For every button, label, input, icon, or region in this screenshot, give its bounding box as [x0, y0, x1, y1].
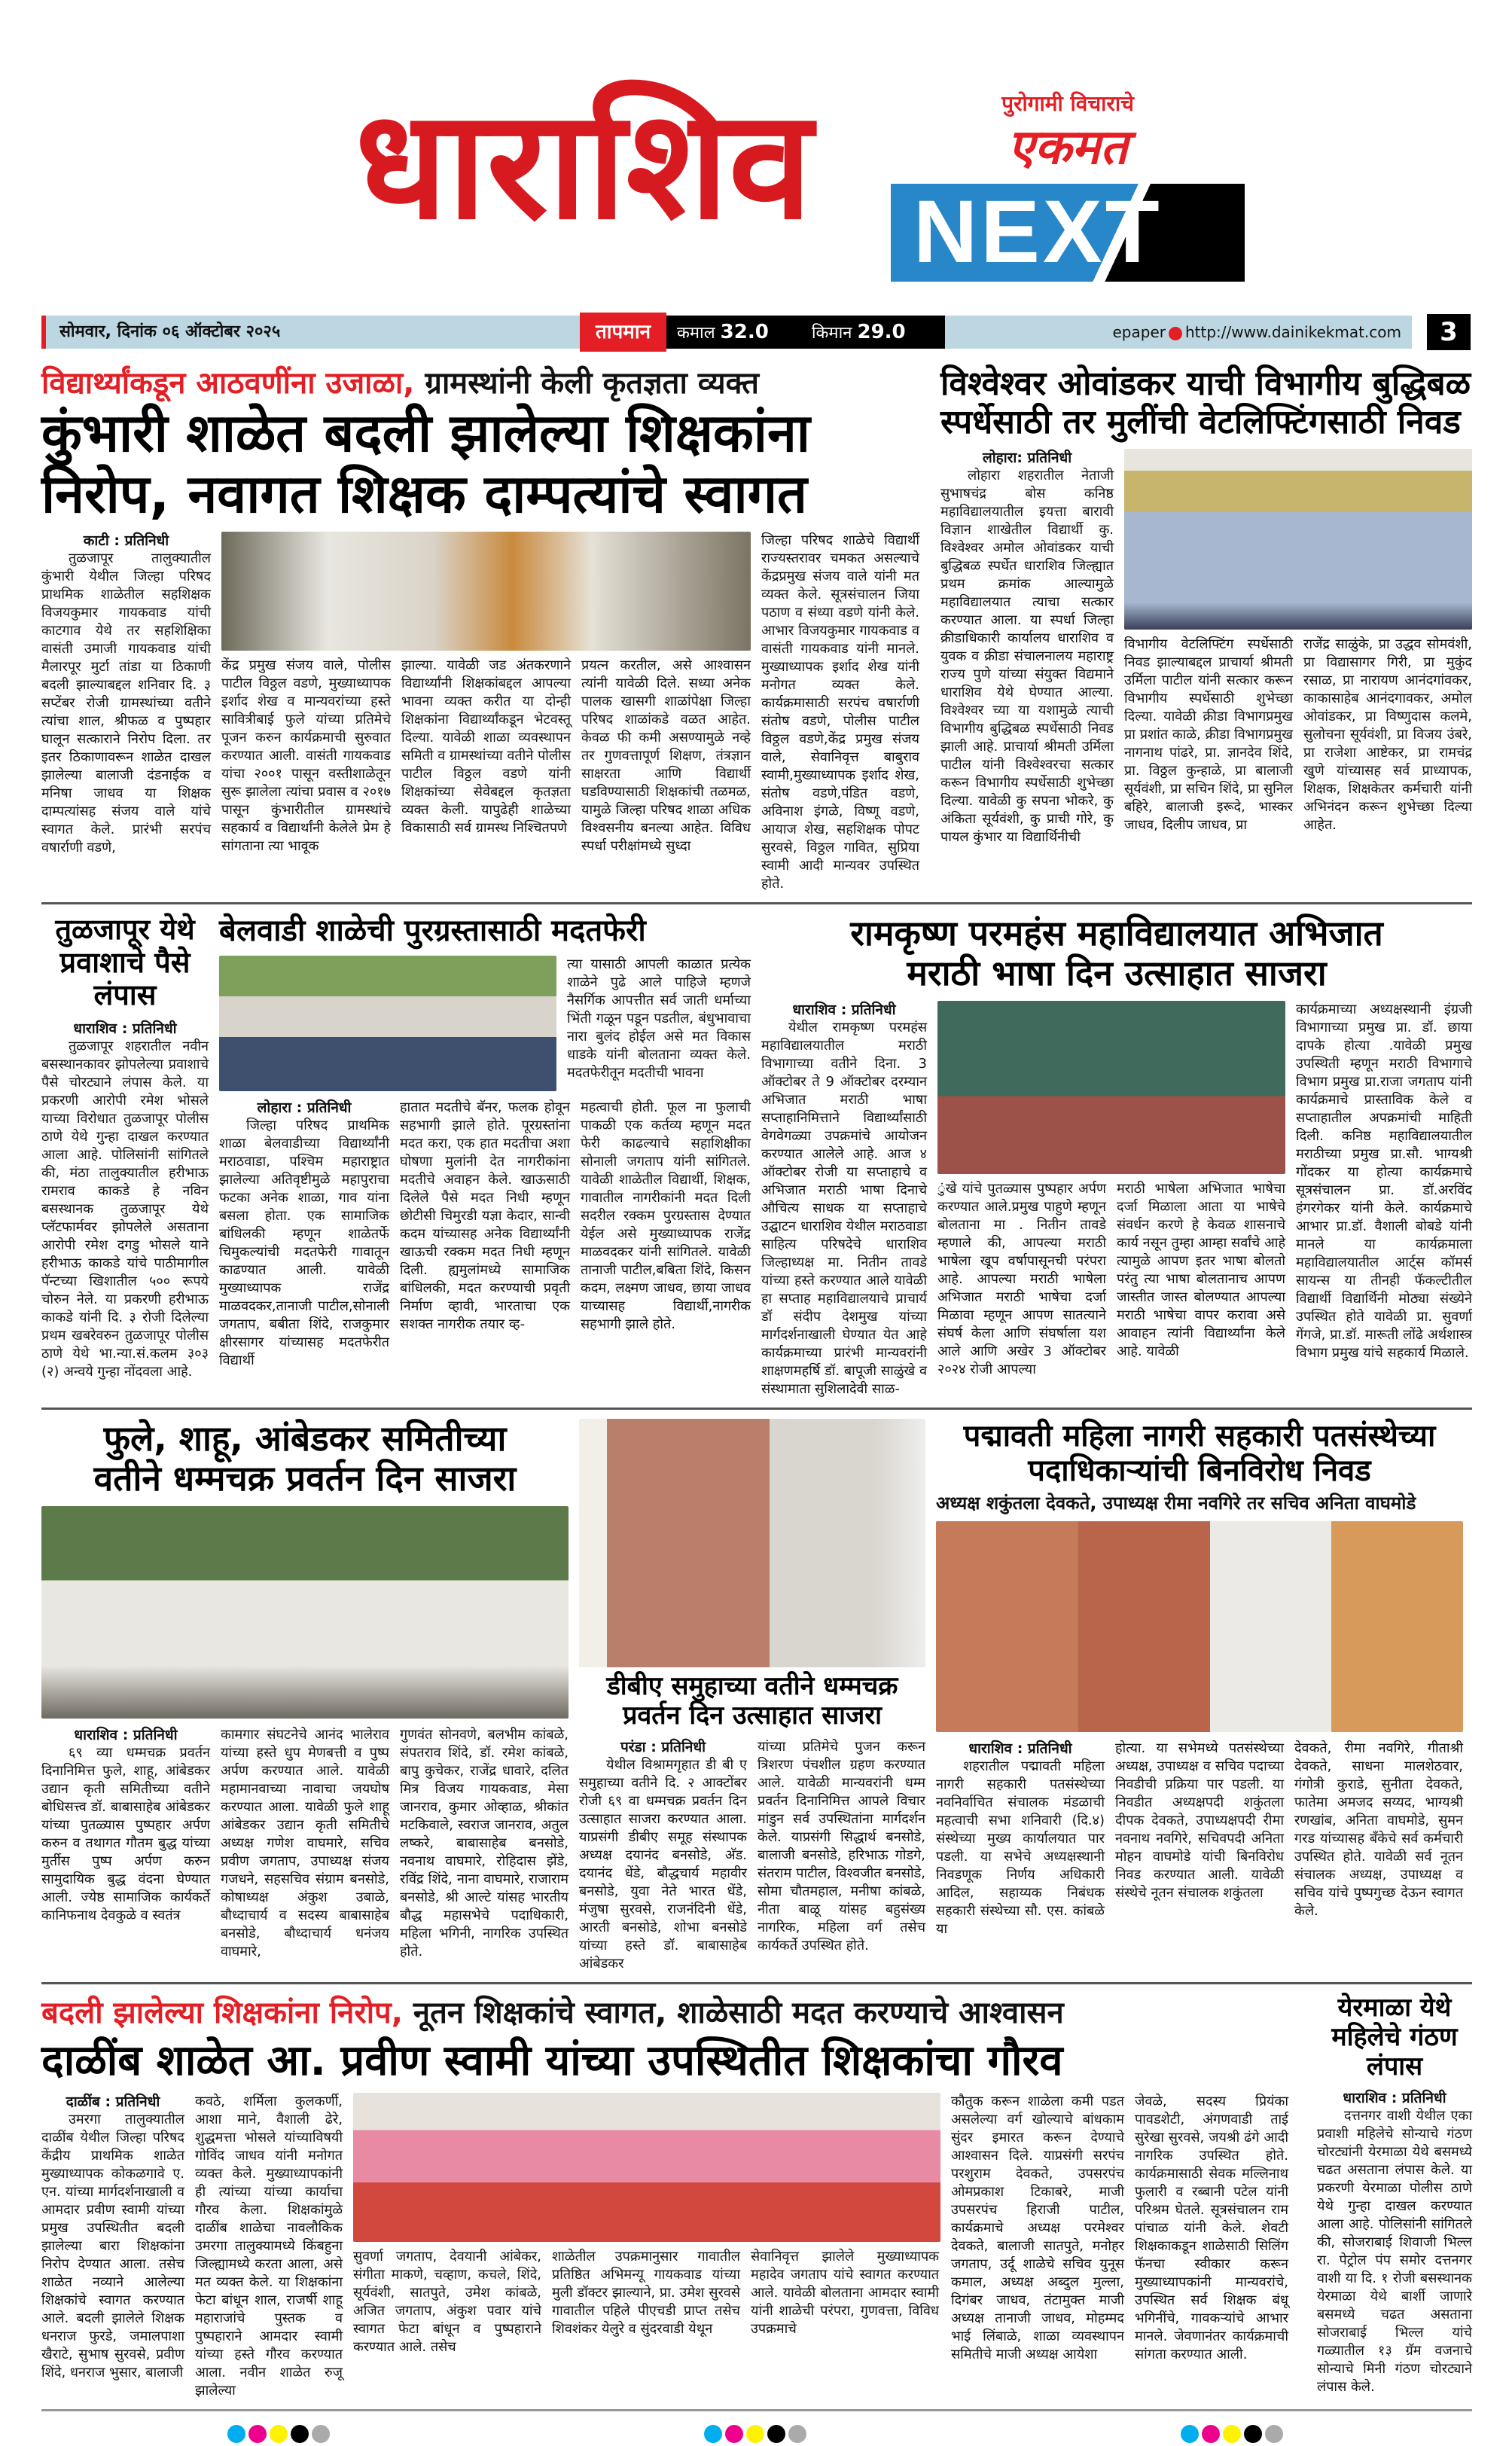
story1-column: जिल्हा परिषद शाळेचे विद्यार्थी राज्यस्तरावर चमकत असल्याचे केंद्रप्रमुख संजय वाले यांनी मत व्यक्त केले. सूत्रसंचालन जिया पठाण व संध्या वडणे यांनी केले. आभार विजयकुमार गायकवाड व वासंती गायकवाड यांनी मानले. मुख्याध्यापक इर्शाद शेख यांनी मनोगत व्यक्त केले. कार्यक्रमासाठी सरपंच वषार्राणी संतोष वडणे, पोलीस पाटील विठ्ठल वडणे,केंद्र प्रमुख संजय वाले, सेवानिवृत्त बाबुराव स्वामी,मुख्याध्यापक इर्शाद शेख, संतोष वडणे,पंडित वडणे, अविनाश इंगळे, विष्णू वडणे, आयाज शेख, सहशिक्षक पोपट सुरवसे, विठ्ठल गावित, सुप्रिया स्वामी आदी मान्यवर उपस्थित होते. [761, 532, 919, 892]
story1-headline-2: निरोप, नवागत शिक्षक दाम्पत्यांचे स्वागत [41, 462, 807, 525]
story9-kicker-red: बदली झालेल्या शिक्षकांना निरोप, [41, 1995, 403, 2030]
story2-headline-2: स्पर्धेसाठी तर मुलींची वेटलिफ्टिंगसाठी निवड [940, 402, 1461, 441]
story4-column: हातात मदतीचे बॅनर, फलक होवून सहभागी झाले होते. पूरग्रस्तांना मदत करा, एक हात मदतीचा अशा घोषणा मुलांनी देत नागरीकांना मदतीचे अवाहन केले. खाऊसाठी दिलेले पैसे मदत निधी म्हणून छोटीसी चिमुरडी यज्ञा केदार, सान्वी कदम यांच्यासह अनेक विद्यार्थ्यांनी खाऊची रक्कम मदत निधी म्हणून दिली. ह्यमुलांमध्ये सामाजिक बांधिलकी, मदत करण्याची प्रवृती निर्माण व्हावी, भारताचा एक सशक्त नागरीक तयार व्ह- [400, 1099, 570, 1332]
story1 [41, 356, 930, 893]
story7-headline-2: प्रवर्तन दिन उत्साहात साजरा [623, 1700, 882, 1731]
dateline: धाराशिव : प्रतिनिधी [73, 1020, 177, 1038]
story1-column: प्रयत्न करतील, असे आश्वासन त्यांनी यावेळी दिले. सध्या अनेक पालक खासगी शाळांपेक्षा जिल्हा परिषद शाळांकडे वळत आहेत. केवळ फी कमी असण्यामुळे नव्हे तर गुणवत्तापूर्ण शिक्षण, तंत्रज्ञान साक्षरता आणि विद्यार्थी घडविण्यासाठी शिक्षकांची तळमळ, यामुळे जिल्हा परिषद शाळा अधिक विश्वसनीय बनल्या आहेत. विविध स्पर्धा परीक्षांमध्ये सुध्दा [581, 657, 751, 854]
masthead-logo: धाराशिव [355, 78, 812, 253]
dateline: धाराशिव : प्रतिनिधी [1343, 2090, 1446, 2107]
story9-kicker [41, 1993, 1306, 2033]
story1-column [41, 532, 211, 857]
article-text: जिल्हा परिषद प्राथमिक शाळा बेलवाडीच्या विद्यार्थ्यांनी मराठवाडा, पश्चिम महाराष्ट्रात झालेल्या अतिवृष्टीमुळे महापुराचा फटका अनेक शाळा, गाव यांना बसला होता. एक सामाजिक बांधिलकी म्हणून शाळेतर्फे चिमुकल्यांची मदतफेरी गावातून काढण्यात आली. यावेळी मुख्याध्यापक राजेंद्र माळवदकर,तानाजी पाटील,सोनाली जगताप, बबीता शिंदे, राजकुमार क्षीरसागर यांच्यासह मदतफेरीत विद्यार्थी [219, 1118, 389, 1368]
story9-photo [353, 2093, 940, 2242]
story9-columns [353, 2248, 940, 2356]
article-text: तुळजापूर शहरातील नवीन बसस्थानकावर झोपलेल्या प्रवाशाचे पैसे चोरट्याने लंपास केले. या प्रकरणी आरोपी रमेश भोसले याच्या विरोधात तुळजापूर पोलीस ठाणे येथे गुन्हा दाखल करण्यात आला आहे. पोलिसांनी सांगितले की, मंठा तालुक्यातील हरीभाऊ रामराव काकडे हे नविन बसस्थानक तुळजापूर येथे प्लॅटफार्मवर झोपलेले असताना आरोपी रमेश दगडु भोसले याने हरीभाऊ काकडे यांचे पाठीमागील पॅन्टच्या खिशातील ५०० रूपये चोरुन नेले. या प्रकरणी हरीभाऊ काकडे यांनी दि. ३ रोजी दिलेल्या प्रथम खबरेवरुन तुळजापूर पोलीस ठाणे येथे भा.न्या.सं.कलम ३०३ (२) अन्वये गुन्हा नोंदवला आहे. [41, 1038, 209, 1380]
story8-columns [936, 1740, 1463, 1938]
story4-column: महत्वाची होती. फूल ना फुलाची पाकळी एक कर्तव्य म्हणून मदत फेरी काढल्याचे सहाशिक्षीका सोनाली जगताप यांनी सांगितले. यावेळी शाळेतील विद्यार्थी, शिक्षक, गावातील नागरीकांनी मदत दिली सदरील रक्कम पुरग्रस्तास देण्यात येईल असे मुख्याध्यापक राजेंद्र माळवदकर यांनी सांगितले. यावेळी तानाजी पाटील,बबिता शिंदे, किसन कदम, लक्ष्मण जाधव, छाया जाधव याच्यासह विद्यार्थी,नागरीक सहभागी झाले होते. [581, 1099, 751, 1332]
story5-column [761, 1001, 927, 1398]
min-value: 29.0 [857, 321, 906, 343]
story4-column: त्या यासाठी आपली काळात प्रत्येक शाळेने पुढे आले पाहिजे म्हणजे नैसर्गिक आपत्तीत सर्व जाती धर्माच्या भिंती गळून पडून पडतील, बंधुभावाचा नारा बुलंद होईल असे मत विकास धाडके यांनी बोलताना व्यक्त केले. मदतफेरीतून मदतीची भावना [567, 956, 751, 1081]
story9-column [41, 2093, 184, 2382]
article-text: दत्तनगर वाशी येथील एका प्रवाशी महिलेचे सोन्याचे गंठण चोरट्यांनी येरमाळा येथे बसमध्ये चढत असताना लंपास केले. या प्रकरणी येरमाळा पोलीस ठाणे येथे गुन्हा दाखल करण्यात आला आहे. पोलिसांनी सांगितले की, सोजराबाई शिवाजी भिल्ल रा. पेट्रोल पंप समोर दत्तनगर वाशी या दि. १ रोजी बसस्थानक येरमाळा येथे बार्शी जाणारे बसमध्ये चढत असताना सोजराबाई भिल्ल यांचे गळ्यातील १३ ग्रॅम वजनाचे सोन्याचे मिनी गंठण चोरट्याने लंपास केले. [1317, 2108, 1472, 2396]
max-value: 32.0 [720, 321, 769, 343]
section-divider [41, 1982, 1472, 1984]
story2 [940, 356, 1472, 846]
story2-headline-1: विश्वेश्वर ओवांडकर याची विभागीय बुद्धिबळ [940, 364, 1471, 403]
story4-columns [219, 1099, 751, 1370]
epaper-label: epaper [1112, 323, 1166, 341]
story4-headline: बेलवाडी शाळेची पुरग्रस्तासाठी मदतफेरी [219, 913, 646, 948]
story1-photo [221, 532, 751, 651]
story5-column: मराठी भाषेला अभिजात भाषेचा दर्जा मिळाला आता या भाषेचे संवर्धन करणे हे केवळ शासनाचे कार्य नसून तुम्हा आम्हा सर्वांचे आहे त्यामुळे आपण इतर भाषा बोलतो परंतु त्या भाषा बोलतानाच आपण जास्तीत जास्त बोलण्यात आपल्या मराठी भाषेचा वापर करावा असे आवाहन त्यांनी विद्यार्थ्यांना केले आहे. यावेळी [1117, 1180, 1285, 1359]
story4-column [219, 1099, 389, 1370]
story1-kicker-black: ग्रामस्थांनी केली कृतज्ञता व्यक्त [425, 366, 759, 401]
story2-column [940, 449, 1114, 846]
story7 [579, 1419, 925, 1973]
story10-column [1317, 2089, 1472, 2396]
story4-photo [219, 956, 556, 1091]
story1-kicker [41, 364, 930, 403]
dateline: लोहारा: प्रतिनिधी [982, 450, 1072, 467]
registration-marks-row [41, 2425, 1472, 2446]
story5-headline-1: रामकृष्ण परमहंस महाविद्यालयात अभिजात [850, 913, 1383, 953]
story4 [219, 913, 751, 1370]
story7-columns [579, 1738, 925, 1973]
dateline: धाराशिव : प्रतिनिधी [74, 1726, 178, 1743]
story8 [936, 1419, 1463, 1938]
story6-photo [41, 1506, 569, 1719]
story1-columns [221, 657, 751, 855]
band-4 [41, 1993, 1472, 2400]
story9 [41, 1993, 1306, 2400]
band-3 [41, 1419, 1472, 1973]
date-bar [41, 313, 1472, 352]
registration-marks [704, 2425, 809, 2446]
article-text: तुळजापूर तालुक्यातील कुंभारी येथील जिल्हा परिषद प्राथमिक शाळेतील सहशिक्षक विजयकुमार गायकवाड यांची काटगाव येथे तर सहशिक्षिका वासंती उमाजी गायकवाड यांची मैलारपूर मुर्टा तांडा या ठिकाणी बदली झाल्याबद्दल शनिवार दि. ३ सप्टेंबर रोजी ग्रामस्थांच्या वतीने त्यांचा शाल, श्रीफळ व पुष्पहार घालून सत्काराने निरोप दिला. तर इतर ठिकाणावरून शाळेत दाखल झालेल्या बालाजी दंडनाईक व मनिषा जाधव या शिक्षक दाम्पत्यांसह संजय वाले यांचे स्वागत केले. प्रारंभी सरपंच वषार्राणी वडणे, [41, 551, 211, 855]
story8-column: देवकते, रीमा नवगिरे, गीताश्री देवकते, साधना मालशेठवार, गंगोत्री कुराडे, सुनीता देवकते, फातेमा अमजद सय्यद, भाग्यश्री रणखांब, अनिता वाघमोडे, सुमन गरड यांच्यासह बँकेचे सर्व कर्मचारी उपस्थित होते. यावेळी सर्व नूतन संचालक अध्यक्ष, उपाध्यक्ष व सचिव यांचे पुष्पगुच्छ देऊन स्वागत केले. [1294, 1740, 1463, 1919]
story1-column: केंद्र प्रमुख संजय वाले, पोलीस पाटील विठ्ठल वडणे, मुख्याध्यापक इर्शाद शेख व मान्यवरांच्या हस्ते सावित्रीबाई फुले यांच्या प्रतिमेचे पूजन करुन कार्यक्रमाची सुरुवात करण्यात आली. वासंती गायकवाड यांचा २००१ पासून वस्तीशाळेतून सुरू झालेला त्यांचा प्रवास व २०१७ पासून कुंभारीतील ग्रामस्थांचे सहकार्य व विद्यार्थांनी केलेले प्रेम हे सांगताना त्या भावूक [221, 657, 391, 854]
story5-column: ुंखे यांचे पुतळ्यास पुष्पहार अर्पण करण्यात आले.प्रमुख पाहुणे म्हणून बोलताना मा . नितीन तावडे म्हणाले की, आपल्या मराठी भाषेला खूप वर्षापासूनची परंपरा आहे. आपल्या मराठी भाषेला अभिजात मराठी भाषेचा दर्जा मिळावा म्हणून आपण सातत्याने संघर्ष केला आणि संघर्षाला यश आले आणि अखेर 3 ऑक्टोबर २०२४ रोजी आपल्या [937, 1180, 1106, 1377]
story9-body [41, 2093, 1306, 2400]
band-1 [41, 356, 1472, 893]
dateline: दाळींब : प्रतिनिधी [66, 2094, 160, 2111]
story5-headline-2: मराठी भाषा दिन उत्साहात साजरा [907, 952, 1327, 993]
article-text: लोहारा शहरातील नेताजी सुभाषचंद्र बोस कनिष्ठ महाविद्यालयातील इयत्ता बारावी विज्ञान शाखेतील विद्यार्थी कु. विश्वेश्वर अमोल ओवांडकर याची बुद्धिबळ स्पर्धेत धाराशिव जिल्ह्यात प्रथम क्रमांक आल्यामुळे महाविद्यालयात त्याचा सत्कार करण्यात आला. या स्पर्धा जिल्हा क्रीडाधिकारी कार्यालय धाराशिव व युवक व क्रीडा संचालनालय महाराष्ट्र राज्य पुणे यांच्या संयुक्त विद्यमाने धाराशिव येथे घेण्यात आल्या. विश्वेश्वर च्या या यशामुळे त्याची विभागीय बुद्धिबळ स्पर्धेसाठी निवड झाली आहे. प्राचार्या श्रीमती उर्मिला पाटील यांनी विश्वेश्वरचा सत्कार करून विभागीय स्पर्धेसाठी शुभेच्छा दिल्या. यावेळी कु सपना भोकरे, कु अंकिता सूर्यवंशी, कु प्राची गोरे, कु पायल कुंभार या विद्यार्थिनीची [940, 468, 1114, 846]
story1-body [41, 532, 930, 893]
page-number: 3 [1427, 314, 1471, 350]
story8-headline-1: पद्मावती महिला नागरी सहकारी पतसंस्थेच्या [963, 1418, 1436, 1453]
story4-top [219, 956, 751, 1091]
article-text: उमरगा तालुक्यातील दाळींब येथील जिल्हा परिषद केंद्रीय प्राथमिक शाळेत मुख्याध्यापक कोकळगावे ए. एन. यांच्या मार्गदर्शनाखाली व आमदार प्रवीण स्वामी यांच्या प्रमुख उपस्थितीत बदली झालेल्या बारा शिक्षकांना निरोप देण्यात आला. तसेच शाळेत नव्याने आलेल्या शिक्षकांचे स्वागत करण्यात आले. बदली झालेले शिक्षक धनराज फुरडे, जमालपाशा खैराटे, सुभाष सुरवसे, प्रवीण शिंदे, धनराज भुसार, बालाजी [41, 2112, 184, 2381]
temperature-readout [666, 316, 945, 349]
registration-marks [1181, 2425, 1286, 2446]
max-label: कमाल [677, 324, 715, 343]
story6-headline-1: फुले, शाहू, आंबेडकर समितीच्या [103, 1417, 507, 1459]
story7-column: यांच्या प्रतिमेचे पुजन करून त्रिशरण पंचशील ग्रहण करण्यात आले. यावेळी मान्यवरांनी धम्म प्रवर्तन दिनानिमित्त आपले विचार मांडुन सर्व उपस्थितांना मार्गदर्शन केले. याप्रसंगी सिद्धार्थ बनसोडे, बालाजी बनसोडे, हरिभाऊ गोडगे, संतराम पाटील, विश्वजीत बनसोडे, सोमा चौतमहाल, मनीषा कांबळे, नीता बाळू यांसह बहुसंख्य नागरिक, महिला वर्ग तसेच कार्यकर्ते उपस्थित होते. [758, 1738, 925, 1953]
story5-column: कार्यक्रमाच्या अध्यक्षस्थानी इंग्रजी विभागाच्या प्रमुख प्रा. डॉ. छाया दापके होत्या .यावेळी प्रमुख उपस्थिती म्हणून मराठी विभागाचे विभाग प्रमुख प्रा.राजा जगताप यांनी कार्यक्रमाचे प्रास्ताविक केले व सप्ताहातील अपक्रमांची माहिती दिली. कनिष्ठ महाविद्यालयातील मराठीच्या प्रमुख प्रा.सौ. भाग्यश्री गोंदकर या होत्या कार्यक्रमाचे सूत्रसंचालन प्रा. डॉ.अरविंद हंगरगेकर यांनी केले. कार्यक्रमाचे आभार प्रा.डॉ. वैशाली बोबडे यांनी मानले या कार्यक्रमाला महाविद्यालयातील आर्ट्स कॉमर्स सायन्स या तीनही फॅकल्टीतील विद्यार्थी विद्यार्थिनी मोठ्या संख्येने उपस्थित होते यावेळी प्रा. सुवर्णा गेंगजे, प्रा.डॉ. मारूती लोंढे अर्थशास्त्र विभाग प्रमुख यांचे सहकार्य मिळाले. [1296, 1001, 1472, 1361]
story8-column: होत्या. या सभेमध्ये पतसंस्थेच्या अध्यक्ष, उपाध्यक्ष व सचिव पदाच्या निवडीची प्रक्रिया पार पडली. या निवडीत अध्यक्षपदी शकुंतला दीपक देवकते, उपाध्यक्षपदी रीमा नवनाथ नवगिरे, सचिवपदी अनिता मोहन वाघमोडे यांची बिनविरोध निवड करण्यात आली. यावेळी संस्थेचे नूतन संचालक शकुंतला [1115, 1740, 1284, 1901]
story2-right [1124, 449, 1472, 834]
story9-column: कवठे, शर्मिला कुलकर्णी, आशा माने, वैशाली ढेरे, शुद्धमत्ता भोसले यांच्याविषयी गोविंद जाधव यांनी मनोगत व्यक्त केले. मुख्याध्यापकांनी ही त्यांच्या यांच्या कार्याचा गौरव केला. शिक्षकांमुळे दाळींब शाळेचा नावलौकिक उमरगा तालुक्यामध्ये किंबहुना जिल्ह्यामध्ये करता आला, असे मत व्यक्त केले. या शिक्षकांना फेटा बांधून शाल, राजर्षी शाहू महाराजांचे पुस्तक व पुष्पहाराने आमदार स्वामी यांच्या हस्ते गौरव करण्यात आला. नवीन शाळेत रुजू झालेल्या [195, 2094, 343, 2399]
registration-marks [227, 2425, 333, 2446]
story2-column: राजेंद्र साळुंके, प्रा उद्धव सोमवंशी, प्रा विद्यासागर गिरी, प्रा मुकुंद रसाळ, प्रा नारायण आनंदगांवकर, काकासाहेब आनंदगावकर, अमोल ओवांडकर, प्रा विष्णुदास कलमे, सुलोचना सूर्यवंशी, प्रा विजय उंबरे, प्रा राजेशा आष्टेकर, प्रा रामचंद्र खुणे यांच्यासह सर्व प्राध्यापक, शिक्षक, शिक्षकेतर कर्मचारी यांनी अभिनंदन करून शुभेच्छा दिल्या आहेत. [1303, 636, 1472, 834]
section-divider [41, 1408, 1472, 1410]
temperature-label: तापमान [580, 313, 666, 352]
story9-column: जेवळे, सदस्य प्रियंका पावडशेटी, अंगणवाडी ताई सुरेखा सुरवसे, जयश्री ढंगे आदी नागरिक उपस्थित होते. कार्यक्रमासाठी सेवक मल्लिनाथ फुलारी व रब्बानी पटेल यांनी परिश्रम घेतले. सूत्रसंचालन राम पांचाळ यांनी केले. शेवटी शिक्षकाकडून शाळेसाठी सिलिंग फॅनचा स्वीकार करून मुख्याध्यापकांनी मान्यवरांचे, उपस्थित सर्व शिक्षक बंधू भगिनींचे, गावकऱ्यांचे आभार मानले. जेवणानंतर कार्यक्रमाची सांगता करण्यात आली. [1135, 2094, 1288, 2363]
article-text: येथील रामकृष्ण परमहंस महाविद्यालयातील मराठी विभागाच्या वतीने दिना. 3 ऑक्टोबर ते 9 ऑक्टोबर दरम्यान अभिजात मराठी भाषा सप्ताहानिमित्ताने विद्यार्थ्यांसाठी वेगवेगळ्या उपक्रमांचे आयोजन करण्यात आलेले आहे. आज ४ ऑक्टोबर रोजी या सप्ताहाचे व अभिजात मराठी भाषा दिनाचे औचित्य साधक या सप्ताहाचे उद्घाटन धाराशिव येथील मराठवाडा साहित्य परिषदेचे धाराशिव जिल्हाध्यक्ष मा. नितीन तावडे यांच्या हस्ते करण्यात आले यावेळी हा सप्ताह महाविद्यालयाचे प्राचार्य डॉ संदीप देशमुख यांच्या मार्गदर्शनाखाली घेण्यात येत आहे कार्यक्रमाच्या प्रारंभी मान्यवरांनी शाक्षणमहर्षि डॉ. बापूजी साळुंखे व संस्थामाता सुशिलादेवी साळ- [761, 1019, 927, 1397]
story7-headline-1: डीबीए समुहाच्या वतीने धम्मचक्र [606, 1670, 898, 1701]
story1-column: झाल्या. यावेळी जड अंतकरणाने विद्यार्थ्यांनी शिक्षकांबद्दल आपल्या भावना व्यक्त करीत या दोन्ही शिक्षकांना विद्यार्थ्यांकडून भेटवस्तू दिल्या. यावेळी शाळा व्यवस्थापन समिती व ग्रामस्थांच्या वतीने पोलीस पाटील विठ्ठल वडणे यांनी शिक्षकांच्या सेवेबद्दल कृतज्ञता व्यक्त केली. यापुढेही शाळेच्या विकासाठी सर्व ग्रामस्थ निश्चितपणे [401, 657, 571, 836]
story9-headline: दाळींब शाळेत आ. प्रवीण स्वामी यांच्या उपस्थितीत शिक्षकांचा गौरव [41, 2036, 1063, 2085]
dateline: धाराशिव : प्रतिनिधी [968, 1740, 1072, 1757]
bottom-rule [41, 2409, 1472, 2411]
story9-kicker-black: नूतन शिक्षकांचे स्वागत, शाळेसाठी मदत करण्याचे आश्वासन [413, 1995, 1064, 2030]
story1-middle [221, 532, 751, 855]
story10-headline: येरमाळा येथे महिलेचे गंठण लंपास [1331, 1992, 1458, 2082]
story6-column: कामगार संघटनेचे आनंद भालेराव यांच्या हस्ते धुप मेणबत्ती व पुष्प अर्पण करण्यात आले. यावेळी महामानवाच्या नावाचा जयघोष करण्यात आला. यावेळी फुले शाहू आंबेडकर उद्यान कृती समितीचे अध्यक्ष गणेश वाघमारे, सचिव प्रवीण जगताप, उपाध्यक्ष संजय गजधने, सहसचिव संग्राम बनसोडे, कोषाध्यक्ष अंकुश उबाळे, बौध्दाचार्य व सदस्य बाबासाहेब बनसोडे, बौध्दाचार्य धनंजय वाघमारे, [221, 1726, 389, 1960]
story1-headline-1: कुंभारी शाळेत बदली झालेल्या शिक्षकांना [41, 402, 810, 464]
min-label: किमान [811, 324, 852, 343]
story3-headline: तुळजापूर येथे प्रवाशाचे पैसे लंपास [55, 913, 195, 1012]
story8-headline-2: पदाधिकाऱ्यांची बिनविरोध निवड [1028, 1453, 1371, 1488]
epaper-icon [1169, 327, 1182, 340]
story5-middle [937, 1001, 1285, 1379]
article-text: ६९ व्या धम्मचक्र प्रवर्तन दिनानिमित्त फुले, शाहू, आंबेडकर उद्यान कृती समितीच्या वतीने बोधिसत्त्व डॉ. बाबासाहेब आंबेडकर यांच्या पुतळ्यास पुष्पहार अर्पण करुन व तथागत गौतम बुद्ध यांच्या मुर्तीस पुष्प अर्पण करुन सामुदायिक बुद्ध वंदना घेण्यात आली. ज्येष्ठ सामाजिक कार्यकर्ते कानिफनाथ देवकुळे व स्वतंत्र [41, 1744, 210, 1923]
next-logo [891, 184, 1245, 282]
story2-column: विभागीय वेटलिफ्टिंग स्पर्धेसाठी निवड झाल्याबद्दल प्राचार्या श्रीमती उर्मिला पाटील यांनी सत्कार करून विभागीय स्पर्धेसाठी शुभेच्छा दिल्या. यावेळी क्रीडा विभागप्रमुख प्रा प्रशांत काळे, क्रीडा विभागप्रमुख नागनाथ पांढरे, प्रा. ज्ञानदेव शिंदे, प्रा. विठ्ठल कुन्हाळे, प्रा बालाजी सूर्यवंशी, प्रा सचिन शिंदे, प्रा सुनिल बहिरे, बालाजी इरूदे, भास्कर जाधव, दिलीप जाधव, प्रा [1124, 636, 1293, 834]
story8-photo [936, 1521, 1463, 1732]
story7-photo [579, 1419, 925, 1667]
story9-column: शाळेतील उपक्रमानुसार गावातील प्रतिष्ठित अभिमन्यू गायकवाड यांच्या मुली डॉक्टर झाल्याने, प्रा. उमेश सुरवसे गावातील पहिले पीएचडी प्राप्त तसेच शिवशंकर येलुरे व सुंदरवाडी येथून [552, 2249, 740, 2338]
story2-body [940, 449, 1472, 846]
next-logo-text: NEXT [913, 184, 1163, 282]
section-divider [41, 902, 1472, 904]
story7-column [579, 1738, 747, 1973]
masthead [41, 0, 1472, 313]
story6-columns [41, 1726, 569, 1961]
band-2 [41, 913, 1472, 1398]
story2-columns [1124, 636, 1472, 834]
story9-middle [353, 2093, 940, 2356]
story6-column: गुणवंत सोनवणे, बलभीम कांबळे, संपतराव शिंदे, डॉ. रमेश कांबळे, बापु कुचेकर, राजेंद्र धावारे, दलित मित्र विजय गायकवाड, मेसा जानराव, कुमार ओव्हाळ, श्रीकांत मटकिवाले, स्वराज जानराव, अतुल लष्करे, बाबासाहेब बनसोडे, नवनाथ वाघमारे, रोहिदास झेंडे, रविंद्र शिंदे, नाना वाघमारे, राजाराम बनसोडे, श्री आल्टे यांसह भारतीय बौद्ध महासभेचे पदाधिकारी, महिला भगिनी, नागरिक उपस्थित होते. [400, 1726, 569, 1960]
newspaper-page [41, 0, 1472, 2446]
masthead-tagline: पुरोगामी विचाराचे [1001, 91, 1134, 116]
story5-body [761, 1001, 1472, 1398]
story1-kicker-red: विद्यार्थ्यांकडून आठवणींना उजाळा, [41, 366, 415, 401]
story5-photo [937, 1001, 1285, 1174]
dateline: लोहारा : प्रतिनिधी [257, 1099, 352, 1116]
story6 [41, 1419, 569, 1961]
article-text: शहरातील पद्मावती महिला नागरी सहकारी पतसंस्थेच्या नवनिर्वाचित संचालक मंडळाची महत्वाची सभा शनिवारी (दि.४) संस्थेच्या मुख्य कार्यालयात पार पडली. या सभेचे अध्यक्षस्थानी निवडणूक निर्णय अधिकारी आदिल, सहाय्यक निबंधक सहकारी संस्थेच्या सौ. एस. कांबळे या [936, 1758, 1105, 1937]
brand-logo: एकमत [1007, 120, 1128, 175]
brand-block [891, 90, 1245, 282]
story9-column: सेवानिवृत्त झालेले मुख्याध्यापक महादेव जगताप यांचे स्वागत करण्यात आले. यावेळी बोलताना आमदार स्वामी यांनी शाळेची परंपरा, गुणवत्ता, विविध उपक्रमाचे [751, 2249, 939, 2338]
story6-headline-2: वतीने धम्मचक्र प्रवर्तन दिन साजरा [93, 1457, 517, 1499]
story2-photo [1124, 449, 1472, 630]
epaper-url[interactable]: http://www.dainikekmat.com [1184, 323, 1401, 341]
story10 [1317, 1993, 1472, 2396]
story5-columns [937, 1180, 1285, 1379]
story9-column: कौतुक करून शाळेला कमी पडत असलेल्या वर्ग खोल्याचे बांधकाम सुंदर इमारत करून देण्याचे आश्वासन दिले. याप्रसंगी सरपंच परशुराम देवकते, उपसरपंच ओमप्रकाश टिकाबरे, माजी उपसरपंच हिराजी पाटील, कार्यक्रमाचे अध्यक्ष परमेश्वर देवकते, बालाजी सातपुते, मनोहर जगताप, उर्दू शाळेचे सचिव युनूस कमाल, अध्यक्ष अब्दुल मुल्ला, दिगंबर जाधव, तंटामुक्त माजी अध्यक्ष तानाजी जाधव, मोहम्मद भाई लिंबाळे, शाळा व्यवस्थापन समितीचे माजी अध्यक्ष आयेशा [951, 2094, 1124, 2363]
story6-column [41, 1726, 210, 1925]
epaper-link[interactable] [945, 316, 1412, 349]
dateline: धाराशिव : प्रतिनिधी [792, 1001, 896, 1018]
story8-column [936, 1740, 1105, 1938]
story5 [761, 913, 1472, 1398]
story8-subhead: अध्यक्ष शकुंतला देवकते, उपाध्यक्ष रीमा नवगिरे तर सचिव अनिता वाघमोडे [936, 1492, 1416, 1514]
story9-column: सुवर्णा जगताप, देवयानी आंबेकर, संगीता माकणे, चव्हाण, कचले, शिंदे, सूर्यवंशी, सातपुते, उमेश कांबळे, अजित जगताप, अंकुश पवार यांचे स्वागत फेटा बांधून व पुष्पहाराने करण्यात आले. तसेच [353, 2249, 541, 2356]
dateline: परंडा : प्रतिनिधी [620, 1738, 706, 1755]
story3 [41, 913, 209, 1381]
issue-date: सोमवार, दिनांक ०६ ऑक्टोबर २०२५ [41, 316, 580, 349]
story3-column [41, 1020, 209, 1381]
article-text: येथील विश्रामगृहात डी बी ए समुहाच्या वतीने दि. २ आक्टोंबर रोजी ६९ वा धम्मचक्र प्रवर्तन दिन उत्साहात साजरा करण्यात आला. याप्रसंगी डीबीए समूह संस्थापक अध्यक्ष दयानंद बनसोडे, अ‍ॅड. दयानंद धेंडे, बौद्धचार्य महावीर बनसोडे, युवा नेते भारत धेंडे, मंजुषा सुरवसे, राजनंदिनी धेंडे, आरती बनसोडे, शोभा बनसोडे यांच्या हस्ते डॉ. बाबासाहेब आंबेडकर [579, 1756, 747, 1972]
dateline: काटी : प्रतिनिधी [83, 532, 169, 549]
